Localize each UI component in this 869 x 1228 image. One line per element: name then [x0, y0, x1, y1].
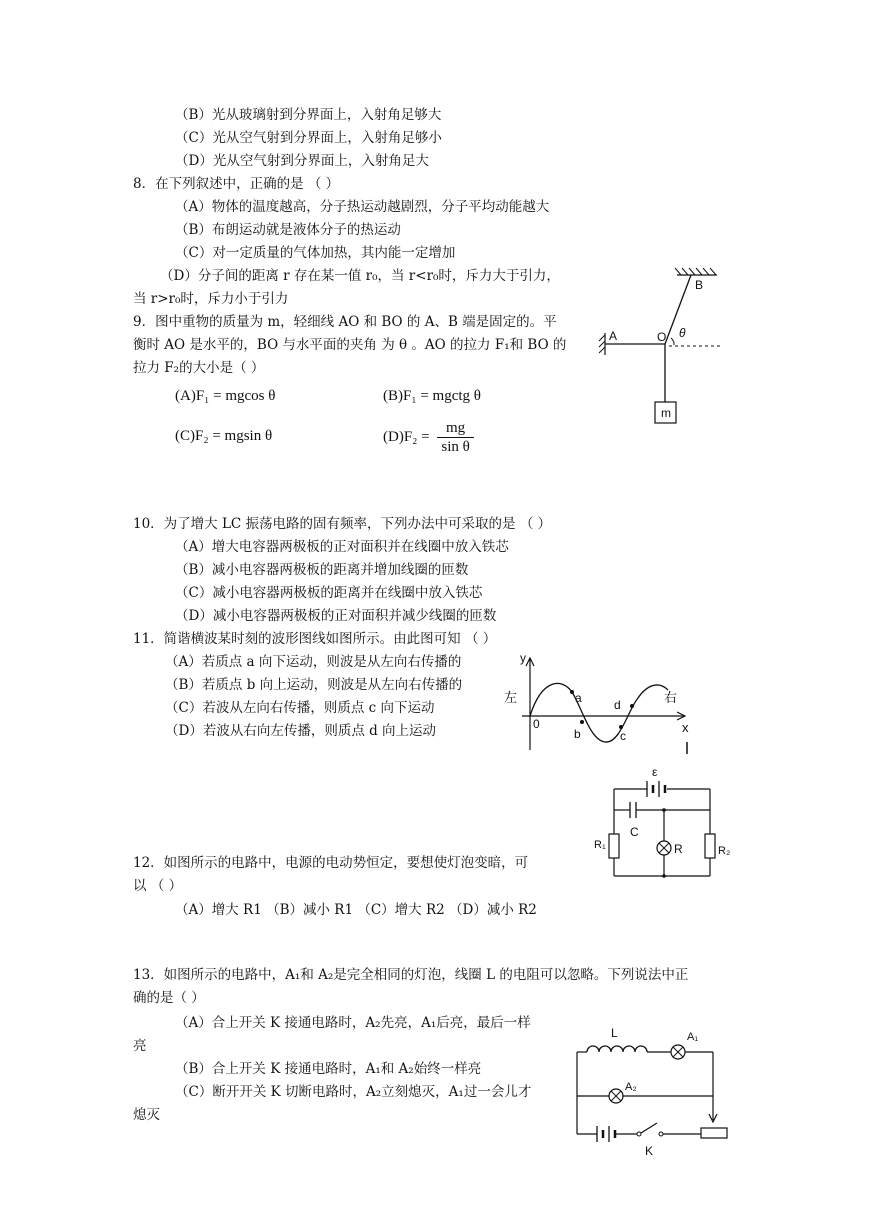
q8-option-a: （A）物体的温度越高，分子热运动越剧烈，分子平均动能越大 [175, 199, 550, 215]
q8-option-b: （B）布朗运动就是液体分子的热运动 [175, 222, 401, 238]
q9-option-b: (B)F₁ = mgctg θ [383, 388, 481, 404]
q9-stem-line1: 9．图中重物的质量为 m，轻细线 AO 和 BO 的 A、B 端是固定的。平 [133, 314, 557, 330]
q11-fig-label-right: 右 [664, 690, 678, 705]
q11-fig-label-y: y [520, 651, 526, 665]
q13-fig-label-l: L [611, 1026, 618, 1040]
q12-options: （A）增大 R1 （B）减小 R1 （C）增大 R2 （D）减小 R2 [175, 902, 537, 918]
q11-fig-label-x: x [682, 720, 689, 735]
q9-option-a: (A)F₁ = mgcos θ [175, 388, 276, 404]
q13-option-a-line1: （A）合上开关 K 接通电路时，A₂先亮，A₁后亮，最后一样 [175, 1015, 531, 1031]
q9-fig-label-b: B [695, 278, 704, 292]
q10-stem: 10．为了增大 LC 振荡电路的固有频率，下列办法中可采取的是 （ ） [133, 516, 552, 532]
q7-option-b: （B）光从玻璃射到分界面上，入射角足够大 [175, 107, 442, 123]
q12-circuit-figure [592, 764, 742, 886]
q10-option-d: （D）减小电容器两极板的正对面积并减少线圈的匝数 [175, 608, 497, 624]
q8-option-c: （C）对一定质量的气体加热，其内能一定增加 [175, 245, 456, 261]
q13-option-a-line2: 亮 [133, 1038, 147, 1054]
q9-option-d-numerator: mg [437, 419, 473, 438]
q11-option-a: （A）若质点 a 向下运动，则波是从左向右传播的 [165, 654, 462, 670]
q7-option-d: （D）光从空气射到分界面上，入射角足大 [175, 153, 429, 169]
q9-stem-line3: 拉力 F₂的大小是（ ） [133, 360, 265, 376]
q10-option-b: （B）减小电容器两极板的距离并增加线圈的匝数 [175, 562, 469, 578]
q11-stem: 11．简谐横波某时刻的波形图线如图所示。由此图可知 （ ） [133, 631, 497, 647]
q11-fig-label-origin: 0 [533, 717, 540, 731]
q12-fig-label-r1: R₁ [594, 839, 606, 851]
q8-stem: 8．在下列叙述中，正确的是 （ ） [133, 176, 340, 192]
q13-option-c-line2: 熄灭 [133, 1107, 160, 1123]
q11-option-b: （B）若质点 b 向上运动，则波是从左向右传播的 [165, 677, 463, 693]
q9-option-d-fraction [437, 419, 473, 456]
q13-fig-label-a2: A₂ [625, 1081, 637, 1093]
q13-fig-label-k: K [645, 1144, 654, 1158]
q9-stem-line2: 衡时 AO 是水平的，BO 与水平面的夹角 为 θ 。AO 的拉力 F₁和 BO 的 [133, 337, 567, 353]
q9-fig-label-m: m [661, 406, 671, 420]
q12-fig-label-r: R [674, 842, 683, 856]
q9-pulley-figure [595, 265, 725, 430]
q13-circuit-figure [565, 1020, 745, 1160]
q10-option-a: （A）增大电容器两极板的正对面积并在线圈中放入铁芯 [175, 539, 509, 555]
q11-fig-label-a: a [575, 691, 582, 705]
q13-fig-label-a1: A₁ [687, 1031, 699, 1043]
q13-option-b: （B）合上开关 K 接通电路时，A₁和 A₂始终一样亮 [175, 1061, 482, 1077]
q11-fig-label-d: d [614, 698, 621, 712]
q8-option-d-line1: （D）分子间的距离 r 存在某一值 r₀，当 r<r₀时，斥力大于引力， [160, 268, 560, 284]
q13-option-c-line1: （C）断开开关 K 切断电路时，A₂立刻熄灭，A₁过一会儿才 [175, 1084, 532, 1100]
q9-option-d [383, 419, 474, 456]
q11-option-d: （D）若波从右向左传播，则质点 d 向上运动 [165, 723, 437, 739]
q12-stem-line1: 12．如图所示的电路中，电源的电动势恒定，要想使灯泡变暗，可 [133, 855, 529, 871]
q11-fig-label-b: b [574, 727, 581, 741]
q9-fig-label-o: O [657, 330, 667, 344]
q11-wave-figure [500, 650, 705, 760]
q12-fig-label-emf: ε [652, 765, 658, 779]
q9-option-c: (C)F₂ = mgsin θ [175, 428, 273, 444]
q11-option-c: （C）若波从左向右传播，则质点 c 向下运动 [165, 700, 435, 716]
q12-fig-label-c: C [630, 825, 639, 839]
q11-fig-label-c: c [620, 729, 626, 743]
q12-stem-line2: 以 （ ） [133, 878, 183, 894]
q13-stem-line1: 13．如图所示的电路中，A₁和 A₂是完全相同的灯泡，线圈 L 的电阻可以忽略。下列说法中正 [133, 967, 689, 983]
q10-option-c: （C）减小电容器两极板的距离并在线圈中放入铁芯 [175, 585, 483, 601]
q13-stem-line2: 确的是（ ） [133, 990, 205, 1006]
q9-fig-label-theta: θ [679, 326, 686, 340]
q9-option-d-denominator: sin θ [441, 439, 470, 455]
q12-fig-label-r2: R₂ [718, 845, 731, 857]
q9-option-d-prefix: (D)F₂ = [383, 428, 430, 445]
q8-option-d-line2: 当 r>r₀时，斥力小于引力 [133, 291, 289, 307]
q7-option-c: （C）光从空气射到分界面上，入射角足够小 [175, 130, 442, 146]
q11-fig-label-left: 左 [504, 690, 518, 705]
q9-fig-label-a: A [609, 329, 618, 343]
